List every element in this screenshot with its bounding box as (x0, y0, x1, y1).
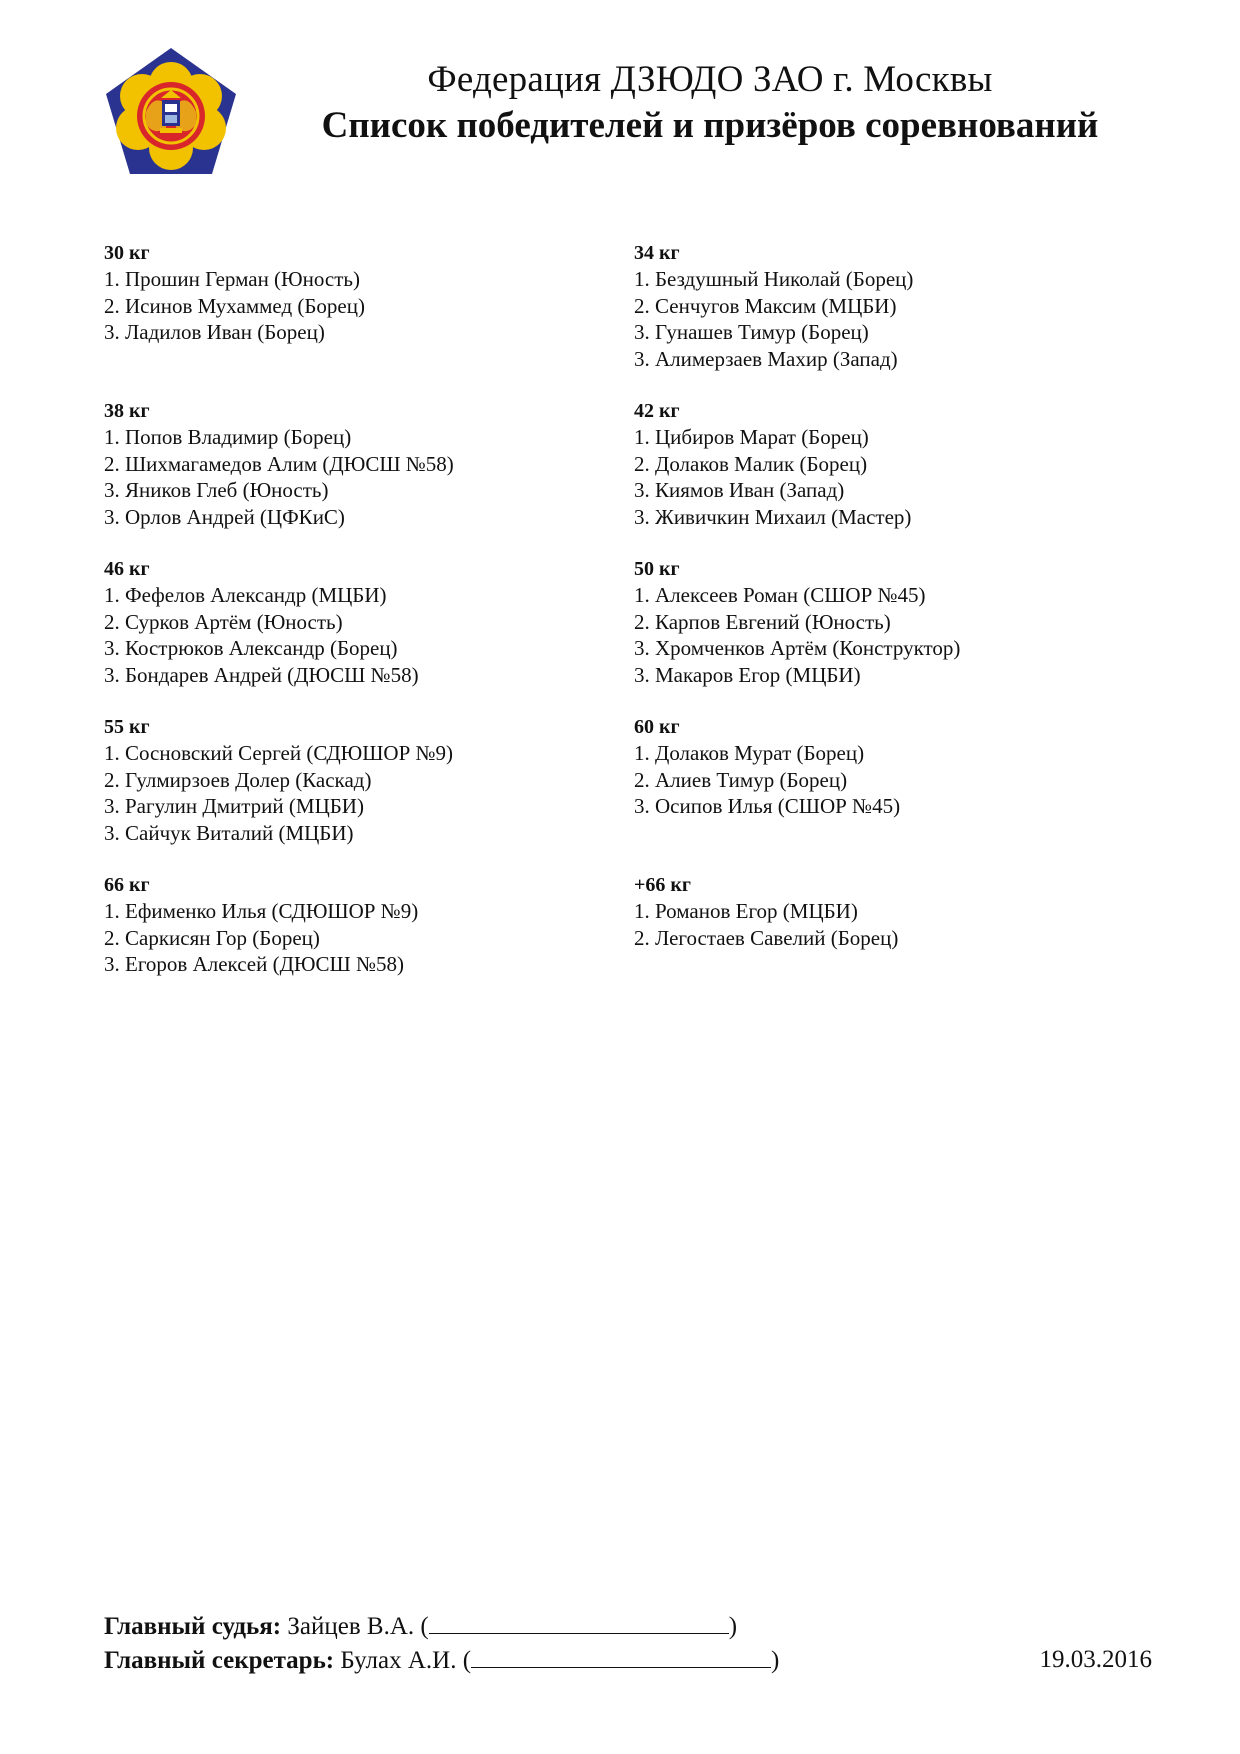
chief-secretary-line (104, 1644, 1154, 1678)
place-entry: 2. Гулмирзоев Долер (Каскад) (104, 767, 372, 792)
place-entry: 3. Сайчук Виталий (МЦБИ) (104, 820, 354, 845)
weight-class-heading: 60 кг (634, 716, 680, 738)
place-entry: 3. Рагулин Дмитрий (МЦБИ) (104, 794, 364, 818)
place-entry: 2. Сурков Артём (Юность) (104, 609, 343, 634)
weight-category (104, 398, 634, 530)
place-entry: 2. Сенчугов Максим (МЦБИ) (634, 293, 897, 318)
judo-federation-emblem-icon (104, 46, 238, 176)
weight-class-heading: 34 кг (634, 242, 680, 264)
signature-paren-open: ( (420, 1613, 429, 1640)
place-entry: 1. Фефелов Александр (МЦБИ) (104, 583, 387, 607)
signature-paren-close: ) (728, 1613, 738, 1640)
place-entry: 1. Цибиров Марат (Борец) (634, 425, 869, 449)
signature-paren-close: ) (771, 1647, 780, 1674)
place-entry: 3. Орлов Андрей (ЦФКиС) (104, 504, 345, 529)
weight-category (104, 556, 634, 688)
chief-secretary-name: Булах А.И. (340, 1647, 457, 1674)
place-entry: 1. Долаков Мурат (Борец) (634, 741, 865, 765)
weight-class-heading: 30 кг (104, 242, 150, 264)
signature-paren-open: ( (462, 1647, 472, 1674)
place-entry: 1. Попов Владимир (Борец) (104, 425, 352, 449)
weight-category (104, 714, 634, 846)
document-title: Список победителей и призёров соревнований (321, 105, 1099, 146)
place-entry: 3. Яников Глеб (Юность) (104, 478, 329, 502)
chief-judge-name: Зайцев В.А. (287, 1613, 415, 1640)
chief-secretary-label: Главный секретарь: (104, 1647, 335, 1674)
weight-category (634, 714, 1144, 846)
place-entry: 2. Исинов Мухаммед (Борец) (104, 293, 365, 318)
place-entry: 1. Сосновский Сергей (СДЮШОР №9) (104, 741, 454, 765)
place-entry: 1. Алексеев Роман (СШОР №45) (634, 583, 926, 607)
place-entry: 1. Бездушный Николай (Борец) (634, 267, 914, 291)
weight-class-heading: 50 кг (634, 558, 680, 580)
place-entry: 3. Осипов Илья (СШОР №45) (634, 794, 901, 818)
place-entry: 2. Карпов Евгений (Юность) (634, 609, 891, 634)
weight-class-heading: +66 кг (634, 874, 692, 896)
weight-category (634, 240, 1144, 372)
weight-category (634, 398, 1144, 530)
secretary-signature-blank (471, 1645, 771, 1668)
place-entry: 3. Хромченков Артём (Конструктор) (634, 636, 961, 660)
place-entry: 3. Гунашев Тимур (Борец) (634, 320, 869, 344)
chief-judge-label: Главный судья: (104, 1613, 282, 1640)
weight-class-heading: 38 кг (104, 400, 150, 422)
weight-category (104, 872, 634, 1004)
place-entry: 2. Легостаев Савелий (Борец) (634, 925, 899, 950)
results-list (104, 240, 1144, 1004)
place-entry: 1. Романов Егор (МЦБИ) (634, 899, 858, 923)
place-entry: 3. Макаров Егор (МЦБИ) (634, 662, 861, 687)
place-entry: 2. Алиев Тимур (Борец) (634, 767, 848, 792)
place-entry: 3. Бондарев Андрей (ДЮСШ №58) (104, 662, 419, 687)
weight-category (634, 556, 1144, 688)
place-entry: 3. Кострюков Александр (Борец) (104, 636, 398, 660)
document-date: 19.03.2016 (1039, 1646, 1152, 1673)
organization-name: Федерация ДЗЮДО ЗАО г. Москвы (427, 59, 993, 100)
judge-signature-blank (429, 1611, 729, 1634)
weight-class-heading: 42 кг (634, 400, 680, 422)
chief-judge-line (104, 1610, 1154, 1644)
weight-class-heading: 66 кг (104, 874, 150, 896)
weight-class-heading: 46 кг (104, 558, 150, 580)
place-entry: 1. Ефименко Илья (СДЮШОР №9) (104, 899, 419, 923)
signature-block (104, 1610, 1154, 1678)
place-entry: 3. Алимерзаев Махир (Запад) (634, 346, 898, 371)
place-entry: 3. Ладилов Иван (Борец) (104, 320, 325, 344)
place-entry: 2. Шихмагамедов Алим (ДЮСШ №58) (104, 451, 454, 476)
place-entry: 1. Прошин Герман (Юность) (104, 267, 360, 291)
place-entry: 3. Живичкин Михаил (Мастер) (634, 504, 912, 529)
place-entry: 3. Киямов Иван (Запад) (634, 478, 845, 502)
place-entry: 2. Долаков Малик (Борец) (634, 451, 868, 476)
weight-class-heading: 55 кг (104, 716, 150, 738)
place-entry: 2. Саркисян Гор (Борец) (104, 925, 320, 950)
weight-category (104, 240, 634, 372)
weight-category (634, 872, 1144, 1004)
place-entry: 3. Егоров Алексей (ДЮСШ №58) (104, 952, 404, 976)
